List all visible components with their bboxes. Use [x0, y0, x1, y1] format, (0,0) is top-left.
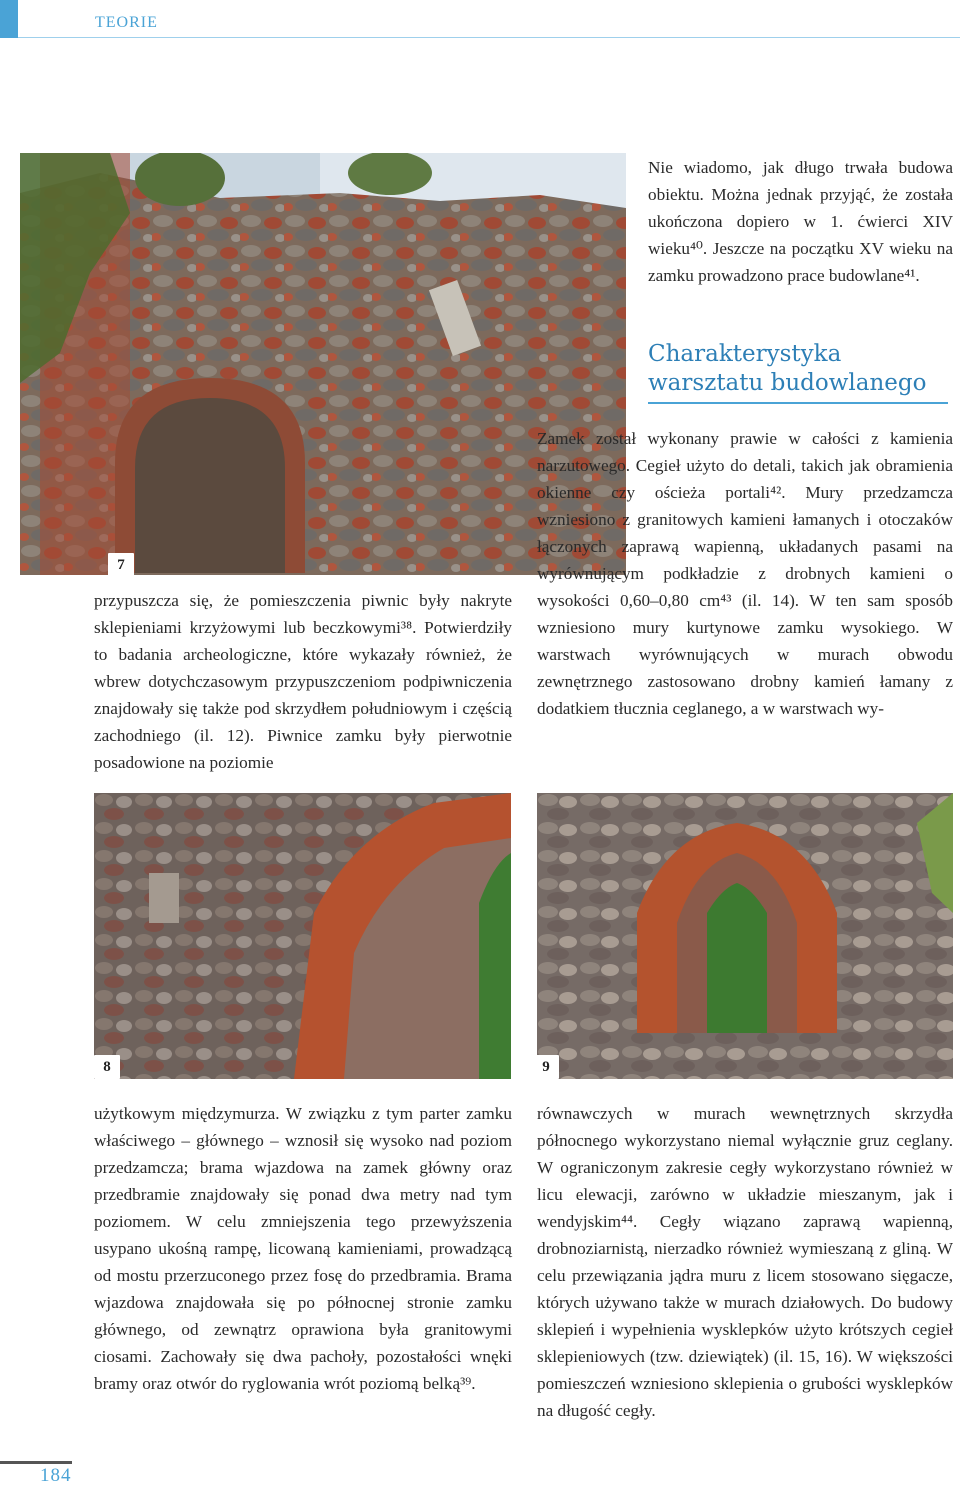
- page-number: 184: [40, 1465, 72, 1486]
- castle-pointed-window-image: [537, 793, 953, 1079]
- castle-window-interior-image: [94, 793, 511, 1079]
- intro-text: Nie wiadomo, jak długo trwała budowa obiektu. Można jednak przyjąć, że została ukończona dopiero w 1. ćwierci XIV wieku⁴⁰. Jeszcze na początku XV wieku na zamku prowadzono prace budowlane⁴¹.: [648, 158, 953, 285]
- castle-wall-arch-image: [20, 153, 626, 575]
- left-top-paragraph: [94, 587, 512, 776]
- figure-9-label: 9: [537, 1055, 559, 1079]
- header-rule: [18, 37, 960, 38]
- figure-9-photo: [537, 793, 953, 1079]
- right-bottom-paragraph: [537, 1100, 953, 1424]
- footer-rule: [0, 1461, 72, 1464]
- left-bottom-text: użytkowym międzymurza. W związku z tym parter zamku właściwego – głównego – wznosił się wysoko nad poziom przedzamcza; brama wjazdowa na zamek główny oraz przedbramie znajdowały się ponad dwa metry nad tym poziomem. W celu zmniejszenia tego przewyższenia usypano ukośną rampę, licowaną kamieniami, prowadzącą od mostu przerzuconego przez fosę do przedbramia. Brama wjazdowa znajdowała się po północnej stronie zamku głównego, od zewnątrz oprawiona była granitowymi ciosami. Zachowały się dwa pachoły, pozostałości wnęki bramy oraz otwór do ryglowania wrót poziomą belką³⁹.: [94, 1104, 512, 1393]
- heading-rule: [648, 402, 948, 404]
- right-bottom-text: równawczych w murach wewnętrznych skrzydła północnego wykorzystano niemal wyłącznie gruz ceglany. W ograniczonym zakresie cegły wykorzystano również w licu elewacji, zarówno w układzie mieszanym, jak i wendyjskim⁴⁴. Cegły wiązano zaprawą wapienną, drobnoziarnistą, nierzadko również wymieszaną z gliną. W celu przewiązania jądra muru z licem stosowano sięgacze, których używano także w murach działowych. Do budowy sklepień i wypełnienia wysklepków użyto krótszych cegieł sklepieniowych (tzw. dziewiątek) (il. 15, 16). W większości pomieszczeń wzniesiono sklepienia o grubości wysklepków na długość cegły.: [537, 1104, 953, 1420]
- section-label: TEORIE: [95, 14, 158, 31]
- figure-8-photo: [94, 793, 511, 1079]
- left-bottom-paragraph: [94, 1100, 512, 1397]
- right-top-text: Zamek został wykonany prawie w całości z kamienia narzutowego. Cegieł użyto do detali, takich jak obramienia okienne czy ościeża portali⁴². Mury przedzamcza wzniesiono z granitowych kamieni łamanych i otoczaków łączonych zaprawą wapienną, układanych pasami na wyrównującym podkładzie z drobnych kamieni o wysokości 0,60–0,80 cm⁴³ (il. 14). W ten sam sposób wzniesiono mury kurtynowe zamku wysokiego. W warstwach wyrównujących w murach obwodu zewnętrznego zastosowano drobny kamień łamany z dodatkiem tłucznia ceglanego, a w warstwach wy-: [537, 429, 953, 718]
- section-heading: Charakterystyka warsztatu budowlanego: [648, 341, 927, 396]
- header-accent-bar: [0, 0, 18, 38]
- right-top-paragraph: [537, 425, 953, 722]
- figure-8-label: 8: [94, 1055, 120, 1079]
- figure-7-label: 7: [108, 553, 134, 575]
- left-top-text: przypuszcza się, że pomieszczenia piwnic były nakryte sklepieniami krzyżowymi lub beczkowymi³⁸. Potwierdziły to badania archeologiczne, które wykazały również, że wbrew dotychczasowym przypuszczeniom podpiwniczenia znajdowały się także pod skrzydłem południowym i częścią zachodniego (il. 12). Piwnice zamku były pierwotnie posadowione na poziomie: [94, 591, 512, 772]
- figure-7-photo: [20, 153, 626, 575]
- intro-paragraph: [648, 154, 953, 289]
